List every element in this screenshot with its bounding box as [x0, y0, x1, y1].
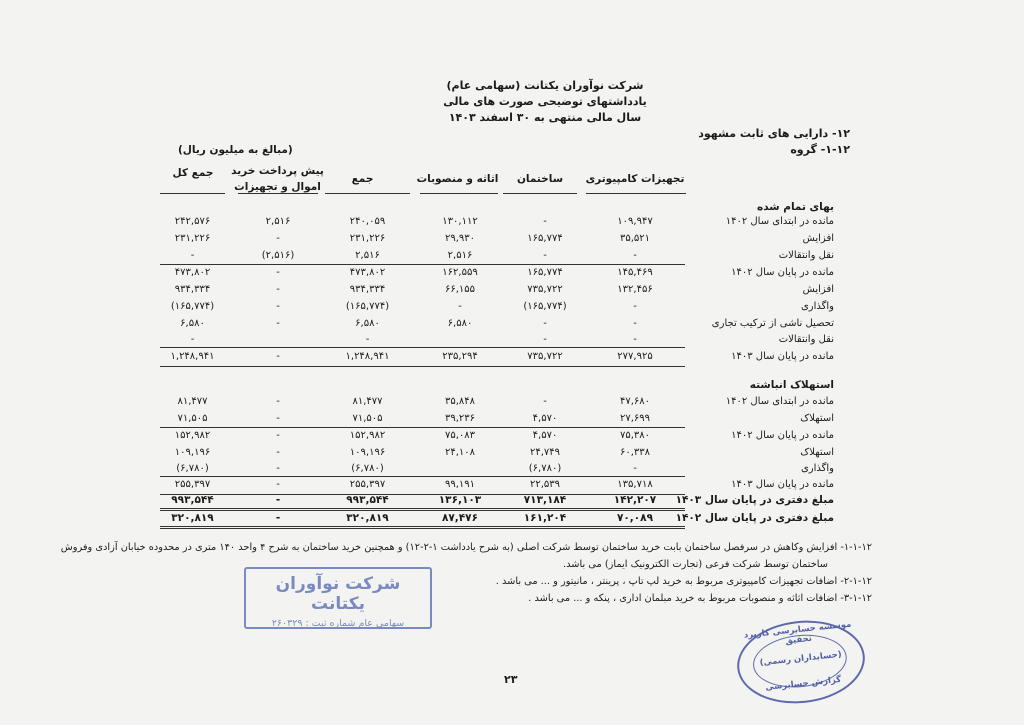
dep-cell-computer: ۷۵,۳۸۰ [619, 430, 651, 441]
dep-row-label: مانده در پایان سال ۱۴۰۲ [731, 430, 834, 441]
cost-cell-total: ۲۳۱,۲۲۶ [174, 233, 211, 244]
subtotal-rule [160, 427, 685, 428]
book-cell-computer: ۷۰,۰۸۹ [616, 512, 654, 524]
cost-cell-sum: ۲۴۰,۰۵۹ [349, 216, 386, 227]
book-value-label: مبلغ دفتری در پایان سال ۱۴۰۲ [675, 512, 834, 524]
cost-heading: بهای تمام شده [757, 201, 834, 213]
cost-cell-building: ۱۶۵,۷۷۴ [527, 267, 563, 278]
cost-cell-sum: ۶,۵۸۰ [355, 318, 380, 329]
col-header-building: ساختمان [516, 173, 564, 185]
cost-cell-prepay: - [276, 284, 280, 295]
company-stamp-detail: سهامی عام شماره ثبت : ۲۶۰۳۲۹ [271, 618, 405, 629]
dep-cell-total: (۶,۷۸۰) [176, 463, 209, 474]
cost-cell-computer: ۳۵,۵۲۱ [619, 233, 651, 244]
cost-cell-computer: ۱۰۹,۹۴۷ [617, 216, 653, 227]
col-header-prepayment-line1: پیش پرداخت خرید [231, 165, 324, 177]
footnote: ۳-۱-۱۲- اضافات اثاثه و منصوبات مربوط به خرید مبلمان اداری ، پنکه و ... می باشد . [528, 593, 872, 604]
cost-cell-prepay: - [276, 301, 280, 312]
dep-cell-sum: ۱۵۲,۹۸۲ [349, 430, 386, 441]
book-cell-building: ۷۱۳,۱۸۴ [523, 494, 567, 506]
double-rule [160, 508, 685, 511]
book-cell-prepay: - [275, 512, 281, 524]
dep-cell-total: ۸۱,۴۷۷ [177, 396, 208, 407]
header-rule [586, 193, 686, 194]
total-rule [160, 347, 685, 348]
book-cell-sum: ۹۹۳,۵۴۴ [346, 494, 389, 506]
dep-cell-sum: ۸۱,۴۷۷ [352, 396, 383, 407]
cost-cell-prepay: - [276, 351, 280, 362]
dep-row-label: واگذاری [800, 463, 834, 474]
subtotal-rule [160, 264, 685, 265]
col-header-furniture: اثاثه و منصوبات [416, 173, 499, 185]
cost-cell-sum: ۴۷۳,۸۰۲ [349, 267, 386, 278]
cost-cell-building: ۱۶۵,۷۷۴ [527, 233, 563, 244]
company-stamp [244, 567, 432, 629]
book-cell-total: ۳۲۰,۸۱۹ [171, 512, 214, 524]
dep-cell-sum: ۲۵۵,۳۹۷ [349, 479, 386, 490]
cost-cell-prepay: (۲,۵۱۶) [261, 250, 295, 261]
cost-cell-prepay: ۲,۵۱۶ [265, 216, 291, 227]
dep-cell-computer: ۲۷,۶۹۹ [619, 413, 651, 424]
cost-cell-sum: (۱۶۵,۷۷۴) [345, 301, 390, 312]
cost-row-label: نقل وانتقالات [778, 250, 834, 261]
dep-row-label: استهلاک [800, 413, 834, 424]
cost-cell-furniture: - [458, 301, 462, 312]
header-rule [503, 193, 577, 194]
cost-cell-computer: - [633, 301, 637, 312]
auditor-stamp-name: موسسه حسابرسی کاربرد تحقیق [743, 619, 852, 647]
col-header-sum: جمع [351, 173, 374, 185]
book-value-label: مبلغ دفتری در پایان سال ۱۴۰۳ [675, 494, 834, 506]
cost-cell-furniture: ۲,۵۱۶ [447, 250, 473, 261]
depreciation-heading: استهلاک انباشته [749, 379, 834, 391]
book-cell-furniture: ۱۳۶,۱۰۳ [438, 494, 482, 506]
dep-cell-sum: ۱۰۹,۱۹۶ [349, 447, 386, 458]
cost-row-label: تحصیل ناشی از ترکیب تجاری [711, 318, 834, 329]
col-header-prepayment-line2: اموال و تجهیزات [234, 181, 321, 193]
dep-cell-building: ۴,۵۷۰ [532, 413, 558, 424]
dep-cell-total: ۷۱,۵۰۵ [177, 413, 208, 424]
dep-cell-building: ۲۴,۷۴۹ [529, 447, 561, 458]
cost-cell-sum: ۹۳۴,۳۳۴ [349, 284, 386, 295]
col-header-grand-total: جمع کل [172, 167, 214, 179]
book-cell-sum: ۳۲۰,۸۱۹ [346, 512, 389, 524]
cost-cell-total: - [190, 334, 195, 345]
cost-cell-prepay: - [276, 267, 280, 278]
col-header-computer: تجهیزات کامپیوتری [585, 173, 685, 185]
cost-row-label: مانده در پایان سال ۱۴۰۲ [731, 267, 834, 278]
cost-cell-prepay: - [276, 233, 280, 244]
auditor-stamp-report: گزارش حسابرسی [764, 674, 842, 693]
dep-cell-building: ۲۲,۵۳۹ [529, 479, 561, 490]
cost-cell-sum: - [365, 334, 370, 345]
dep-row-label: مانده در ابتدای سال ۱۴۰۲ [725, 396, 834, 407]
section-title: ۱۲- دارایی های ثابت مشهود [698, 127, 850, 140]
cost-cell-computer: - [633, 250, 637, 261]
cost-cell-furniture: ۶۶,۱۵۵ [444, 284, 476, 295]
auditor-stamp [733, 615, 869, 710]
cost-cell-building: - [543, 216, 547, 227]
fiscal-period: سال مالی منتهی به ۳۰ اسفند ۱۴۰۳ [448, 111, 642, 124]
cost-row-label: مانده در پایان سال ۱۴۰۳ [731, 351, 834, 362]
unit-note: (مبالغ به میلیون ریال) [178, 144, 293, 156]
cost-cell-computer: - [633, 318, 637, 329]
dep-cell-building: ۴,۵۷۰ [532, 430, 558, 441]
cost-row-label: واگذاری [800, 301, 834, 312]
dep-cell-prepay: - [276, 396, 280, 407]
footnote: ۱-۱-۱۲- افزایش وکاهش در سرفصل ساختمان بابت خرید ساختمان توسط شرکت اصلی (به شرح یادداشت ۱-۲-۱۲) و همچنین خرید ساختمان به شرح ۴ واحد ۱۴۰ متری در محدوده خیابان آزادی وفروش [60, 542, 872, 553]
cost-cell-total: ۹۳۴,۳۳۴ [174, 284, 211, 295]
section-subtitle: ۱-۱۲- گروه [790, 143, 850, 156]
dep-cell-furniture: ۳۵,۸۴۸ [444, 396, 476, 407]
dep-cell-furniture: ۹۹,۱۹۱ [444, 479, 476, 490]
cost-row-label: مانده در ابتدای سال ۱۴۰۲ [725, 216, 834, 227]
dep-row-label: مانده در پایان سال ۱۴۰۳ [731, 479, 834, 490]
header-rule [238, 193, 318, 194]
cost-cell-furniture: ۲۹,۹۳۰ [444, 233, 476, 244]
header-rule [160, 193, 225, 194]
dep-cell-building: (۶,۷۸۰) [528, 463, 562, 474]
book-cell-furniture: ۸۷,۴۷۶ [441, 512, 479, 524]
cost-cell-computer: ۱۳۲,۴۵۶ [617, 284, 653, 295]
dep-cell-sum: ۷۱,۵۰۵ [352, 413, 383, 424]
total-rule [160, 476, 685, 477]
dep-cell-furniture: ۲۴,۱۰۸ [444, 447, 476, 458]
footnote: ۲-۱-۱۲- اضافات تجهیزات کامپیوتری مربوط به خرید لپ تاپ ، پرینتر ، مانیتور و ... می باشد . [495, 576, 872, 587]
cost-cell-total: - [190, 250, 195, 261]
dep-row-label: استهلاک [800, 447, 834, 458]
dep-cell-prepay: - [276, 413, 280, 424]
auditor-stamp-role: (حسابداران رسمی) [759, 649, 843, 669]
cost-cell-furniture: ۲۳۵,۲۹۴ [442, 351, 478, 362]
book-cell-prepay: - [275, 494, 281, 506]
dep-cell-computer: - [633, 463, 637, 474]
cost-cell-total: (۱۶۵,۷۷۴) [170, 301, 215, 312]
dep-cell-total: ۱۵۲,۹۸۲ [174, 430, 211, 441]
cost-cell-building: - [543, 250, 547, 261]
dep-cell-prepay: - [276, 430, 280, 441]
cost-cell-computer: - [633, 334, 637, 345]
cost-cell-prepay: - [276, 318, 280, 329]
double-rule [160, 526, 685, 529]
footnote: ساختمان توسط شرکت فرعی (تجارت الکترونیک ایماز) می باشد. [563, 559, 828, 570]
cost-cell-building: ۷۳۵,۷۲۲ [527, 351, 563, 362]
statement-subtitle: یادداشتهای توضیحی صورت های مالی [443, 95, 647, 108]
dep-cell-furniture: ۷۵,۰۸۳ [444, 430, 476, 441]
section-end-rule [160, 366, 685, 367]
dep-cell-computer: ۱۳۵,۷۱۸ [617, 479, 653, 490]
dep-cell-total: ۲۵۵,۳۹۷ [174, 479, 211, 490]
cost-cell-furniture: ۱۶۲,۵۵۹ [442, 267, 478, 278]
page-number: ۲۳ [504, 673, 518, 686]
cost-row-label: افزایش [802, 284, 834, 295]
dep-cell-prepay: - [276, 479, 280, 490]
cost-cell-total: ۱,۲۴۸,۹۴۱ [170, 351, 215, 362]
book-cell-computer: ۱۴۲,۲۰۷ [613, 494, 657, 506]
dep-cell-computer: ۴۷,۶۸۰ [619, 396, 651, 407]
cost-cell-building: ۷۳۵,۷۲۲ [527, 284, 563, 295]
cost-cell-building: - [543, 334, 547, 345]
dep-cell-prepay: - [276, 463, 280, 474]
book-cell-total: ۹۹۳,۵۴۴ [171, 494, 214, 506]
dep-cell-prepay: - [276, 447, 280, 458]
cost-cell-sum: ۲۳۱,۲۲۶ [349, 233, 386, 244]
cost-cell-furniture: ۶,۵۸۰ [447, 318, 473, 329]
cost-cell-computer: ۱۴۵,۴۶۹ [617, 267, 653, 278]
dep-cell-sum: (۶,۷۸۰) [351, 463, 384, 474]
cost-cell-total: ۲۴۲,۵۷۶ [174, 216, 211, 227]
col-header-prepayment [230, 163, 325, 195]
dep-cell-building: - [543, 396, 547, 407]
cost-cell-furniture: ۱۳۰,۱۱۲ [442, 216, 478, 227]
book-cell-building: ۱۶۱,۲۰۴ [523, 512, 567, 524]
header-rule [325, 193, 410, 194]
cost-cell-building: - [543, 318, 547, 329]
company-name: شرکت نوآوران یکتانت (سهامی عام) [446, 79, 644, 92]
company-stamp-name: شرکت نوآوران یکتانت [275, 574, 401, 614]
cost-cell-building: (۱۶۵,۷۷۴) [523, 301, 567, 312]
cost-cell-sum: ۲,۵۱۶ [355, 250, 380, 261]
dep-cell-furniture: ۳۹,۲۳۶ [444, 413, 476, 424]
cost-cell-sum: ۱,۲۴۸,۹۴۱ [345, 351, 390, 362]
cost-cell-total: ۶,۵۸۰ [180, 318, 205, 329]
dep-cell-total: ۱۰۹,۱۹۶ [174, 447, 211, 458]
header-rule [420, 193, 498, 194]
cost-row-label: نقل وانتقالات [778, 334, 834, 345]
cost-cell-computer: ۲۷۷,۹۲۵ [617, 351, 653, 362]
cost-cell-total: ۴۷۳,۸۰۲ [174, 267, 211, 278]
dep-cell-computer: ۶۰,۳۳۸ [619, 447, 651, 458]
cost-row-label: افزایش [802, 233, 834, 244]
